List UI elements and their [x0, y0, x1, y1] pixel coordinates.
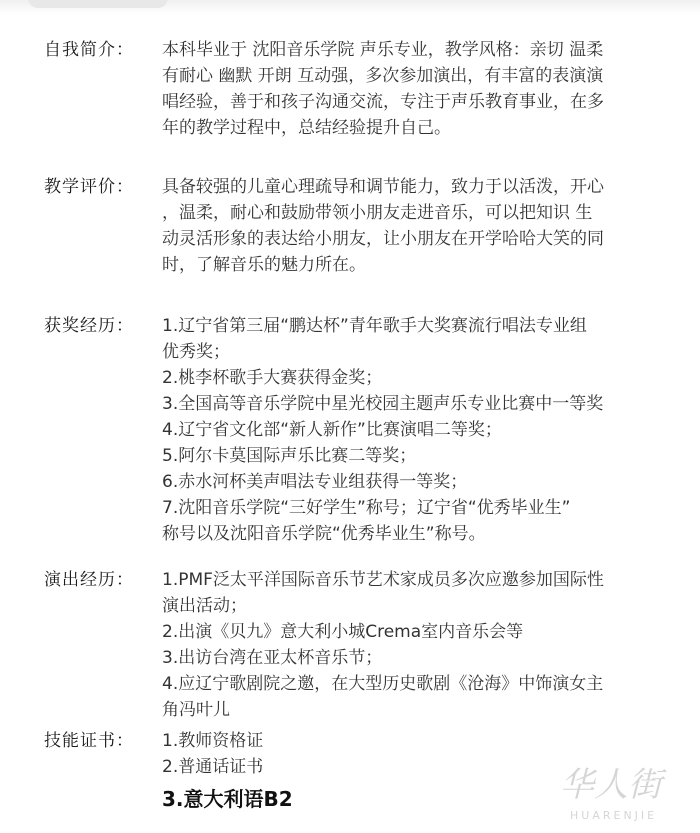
text-line: 2.普通话证书: [162, 757, 264, 777]
text-line: 年的教学过程中，总结经验提升自己。: [162, 118, 451, 138]
watermark-logo: [560, 765, 695, 825]
text-line: ，温柔，耐心和鼓励带领小朋友走进音乐，可以把知识 生: [162, 203, 593, 223]
certificate-bold-line: 3.意大利语B2: [162, 787, 293, 811]
text-line: 具备较强的儿童心理疏导和调节能力，致力于以活泼，开心: [162, 177, 604, 197]
text-line: 时，了解音乐的魅力所在。: [162, 255, 366, 275]
section-label-teaching-review: 教学评价：: [44, 177, 134, 197]
section-label-self-intro: 自我简介：: [44, 40, 134, 60]
section-label-performances: 演出经历：: [44, 570, 134, 590]
text-line: 有耐心 幽默 开朗 互动强，多次参加演出，有丰富的表演演: [162, 66, 604, 86]
text-line: 4.应辽宁歌剧院之邀，在大型历史歌剧《沧海》中饰演女主: [162, 674, 604, 694]
section-teaching-review: [0, 174, 700, 284]
section-content-teaching-review: [162, 174, 662, 278]
section-self-intro: [0, 37, 700, 147]
section-content-performances: [162, 567, 662, 723]
text-line: 4.辽宁省文化部“新人新作”比赛演唱二等奖；: [162, 420, 502, 440]
text-line: 1.PMF泛太平洋国际音乐节艺术家成员多次应邀参加国际性: [162, 570, 604, 590]
text-line: 角冯叶儿: [162, 700, 230, 720]
text-line: 1.教师资格证: [162, 731, 264, 751]
watermark-glyphs: 华人街: [560, 765, 662, 805]
section-content-self-intro: [162, 37, 662, 141]
top-fade-band: [0, 0, 700, 14]
section-label-awards: 获奖经历：: [44, 316, 134, 336]
text-line: 2.出演《贝九》意大利小城Crema室内音乐会等: [162, 622, 524, 642]
section-content-awards: [162, 313, 662, 547]
section-awards: [0, 313, 700, 553]
section-performances: [0, 567, 700, 727]
text-line: 称号以及沈阳音乐学院“优秀毕业生”称号。: [162, 524, 486, 544]
text-line: 6.赤水河杯美声唱法专业组获得一等奖；: [162, 472, 468, 492]
text-line: 5.阿尔卡莫国际声乐比赛二等奖；: [162, 446, 417, 466]
text-line: 2.桃李杯歌手大赛获得金奖；: [162, 368, 383, 388]
text-line: 优秀奖；: [162, 342, 230, 362]
text-line: 唱经验，善于和孩子沟通交流，专注于声乐教育事业，在多: [162, 92, 604, 112]
text-line: 1.辽宁省第三届“鹏达杯”青年歌手大奖赛流行唱法专业组: [162, 316, 587, 336]
text-line: 3.出访台湾在亚太杯音乐节；: [162, 648, 383, 668]
text-line: 本科毕业于 沈阳音乐学院 声乐专业，教学风格：亲切 温柔: [162, 40, 604, 60]
watermark-text: HUARENJIE: [570, 809, 658, 822]
text-line: 3.全国高等音乐学院中星光校园主题声乐专业比赛中一等奖: [162, 394, 604, 414]
section-label-certificates: 技能证书：: [44, 731, 134, 751]
text-line: 演出活动；: [162, 596, 247, 616]
text-line: 7.沈阳音乐学院“三好学生”称号；辽宁省“优秀毕业生”: [162, 498, 571, 518]
text-line: 动灵活形象的表达给小朋友，让小朋友在开学哈哈大笑的同: [162, 229, 604, 249]
top-tab-shape: [28, 0, 168, 8]
